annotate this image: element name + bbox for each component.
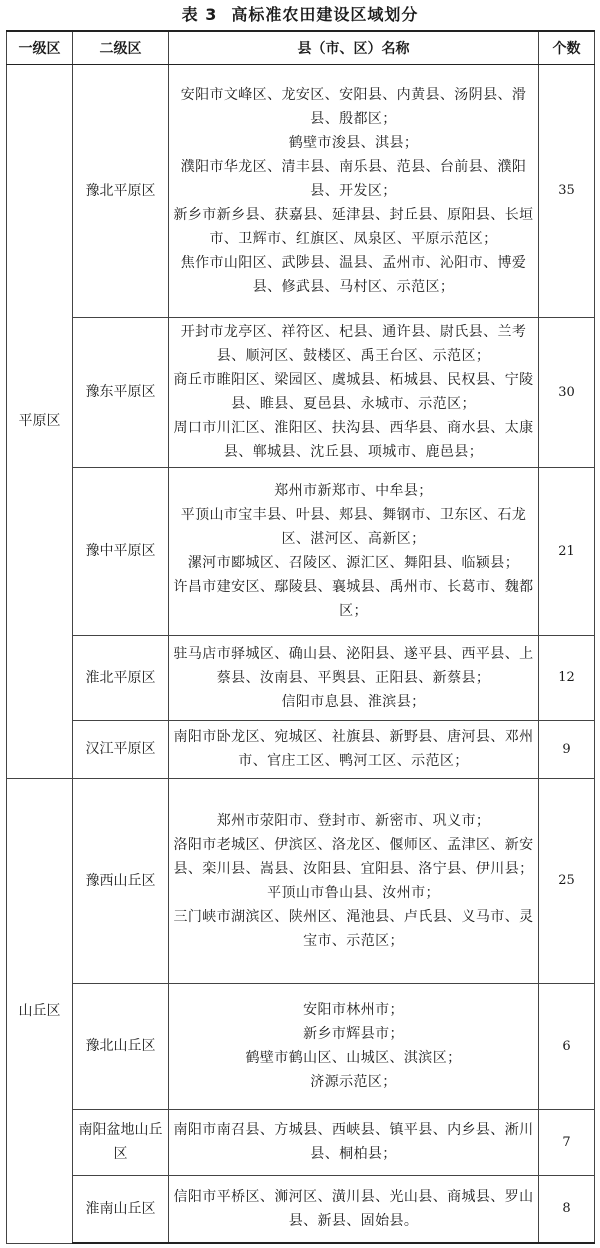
county-line: 信阳市息县、淮滨县； xyxy=(281,693,426,710)
level1-plain: 平原区 xyxy=(7,64,73,778)
table-row xyxy=(7,317,595,467)
count-value: 9 xyxy=(539,720,595,778)
county-line: 开封市龙亭区、祥符区、杞县、通许县、尉氏县、兰考县、顺河区、鼓楼区、禹王台区、示范区； xyxy=(180,324,527,364)
county-line: 鹤壁市鹤山区、山城区、淇滨区； xyxy=(245,1050,462,1066)
header-level2: 二级区 xyxy=(73,31,169,64)
level1-hill: 山丘区 xyxy=(7,778,73,1243)
county-list xyxy=(169,720,539,778)
county-line: 三门峡市湖滨区、陕州区、渑池县、卢氏县、义马市、灵宝市、示范区； xyxy=(173,908,534,949)
county-list xyxy=(169,983,539,1109)
county-line: 焦作市山阳区、武陟县、温县、孟州市、沁阳市、博爱县、修武县、马村区、示范区； xyxy=(180,254,527,295)
county-line: 平顶山市宝丰县、叶县、郏县、舞钢市、卫东区、石龙区、湛河区、高新区； xyxy=(180,507,527,547)
table-row xyxy=(7,983,595,1109)
county-line: 周口市川汇区、淮阳区、扶沟县、西华县、商水县、太康县、郸城县、沈丘县、项城市、鹿邑县； xyxy=(173,420,534,460)
county-list xyxy=(169,467,539,635)
header-level1: 一级区 xyxy=(7,31,73,64)
level2-name: 豫北山丘区 xyxy=(73,983,169,1109)
county-line: 南阳市卧龙区、宛城区、社旗县、新野县、唐河县、邓州市、官庄工区、鸭河工区、示范区； xyxy=(173,729,534,769)
header-count: 个数 xyxy=(539,31,595,64)
level2-name: 淮北平原区 xyxy=(73,635,169,720)
region-table xyxy=(6,30,595,1244)
county-line: 新乡市辉县市； xyxy=(303,1026,404,1042)
table-row xyxy=(7,720,595,778)
count-value: 30 xyxy=(539,317,595,467)
county-list xyxy=(169,635,539,720)
level2-name: 淮南山丘区 xyxy=(73,1175,169,1243)
header-counties: 县（市、区）名称 xyxy=(169,31,539,64)
table-number: 表 3 xyxy=(181,5,218,24)
county-line: 信阳市平桥区、浉河区、潢川县、光山县、商城县、罗山县、新县、固始县。 xyxy=(173,1188,534,1229)
county-line: 商丘市睢阳区、梁园区、虞城县、柘城县、民权县、宁陵县、睢县、夏邑县、永城市、示范区； xyxy=(173,372,534,412)
county-line: 济源示范区； xyxy=(310,1074,397,1090)
count-value: 21 xyxy=(539,467,595,635)
county-line: 许昌市建安区、鄢陵县、襄城县、禹州市、长葛市、魏都区； xyxy=(173,579,534,619)
table-row xyxy=(7,64,595,317)
count-value: 6 xyxy=(539,983,595,1109)
county-list xyxy=(169,1175,539,1243)
county-line: 新乡市新乡县、获嘉县、延津县、封丘县、原阳县、长垣市、卫辉市、红旗区、凤泉区、平原示范区； xyxy=(173,206,534,247)
count-value: 8 xyxy=(539,1175,595,1243)
level2-name: 豫中平原区 xyxy=(73,467,169,635)
county-list xyxy=(169,317,539,467)
county-line: 郑州市荥阳市、登封市、新密市、巩义市； xyxy=(216,812,491,829)
county-list xyxy=(169,778,539,983)
county-line: 鹤壁市浚县、淇县； xyxy=(288,134,419,151)
table-row xyxy=(7,1109,595,1175)
table-row xyxy=(7,467,595,635)
county-line: 南阳市南召县、方城县、西峡县、镇平县、内乡县、淅川县、桐柏县； xyxy=(173,1122,534,1162)
header-row xyxy=(7,31,595,64)
county-line: 驻马店市驿城区、确山县、泌阳县、遂平县、西平县、上蔡县、汝南县、平舆县、正阳县、新蔡县； xyxy=(173,645,534,686)
county-line: 洛阳市老城区、伊滨区、洛龙区、偃师区、孟津区、新安县、栾川县、嵩县、汝阳县、宜阳县、洛宁县、伊川县； xyxy=(173,836,534,877)
count-value: 7 xyxy=(539,1109,595,1175)
count-value: 12 xyxy=(539,635,595,720)
county-line: 安阳市文峰区、龙安区、安阳县、内黄县、汤阴县、滑县、殷都区； xyxy=(180,86,527,127)
county-line: 平顶山市鲁山县、汝州市； xyxy=(267,884,440,901)
level2-name: 豫东平原区 xyxy=(73,317,169,467)
level2-name: 汉江平原区 xyxy=(73,720,169,778)
county-list xyxy=(169,1109,539,1175)
county-list xyxy=(169,64,539,317)
count-value: 25 xyxy=(539,778,595,983)
count-value: 35 xyxy=(539,64,595,317)
table-row xyxy=(7,778,595,983)
county-line: 安阳市林州市； xyxy=(303,1002,404,1018)
table-title xyxy=(0,4,600,26)
table-caption: 高标准农田建设区域划分 xyxy=(231,5,419,24)
table-row xyxy=(7,635,595,720)
level2-name: 豫西山丘区 xyxy=(73,778,169,983)
level2-name: 南阳盆地山丘区 xyxy=(73,1109,169,1175)
county-line: 郑州市新郑市、中牟县； xyxy=(274,483,433,499)
county-line: 濮阳市华龙区、清丰县、南乐县、范县、台前县、濮阳县、开发区； xyxy=(180,158,527,199)
level2-name: 豫北平原区 xyxy=(73,64,169,317)
county-line: 漯河市郾城区、召陵区、源汇区、舞阳县、临颍县； xyxy=(187,555,520,571)
table-row xyxy=(7,1175,595,1243)
